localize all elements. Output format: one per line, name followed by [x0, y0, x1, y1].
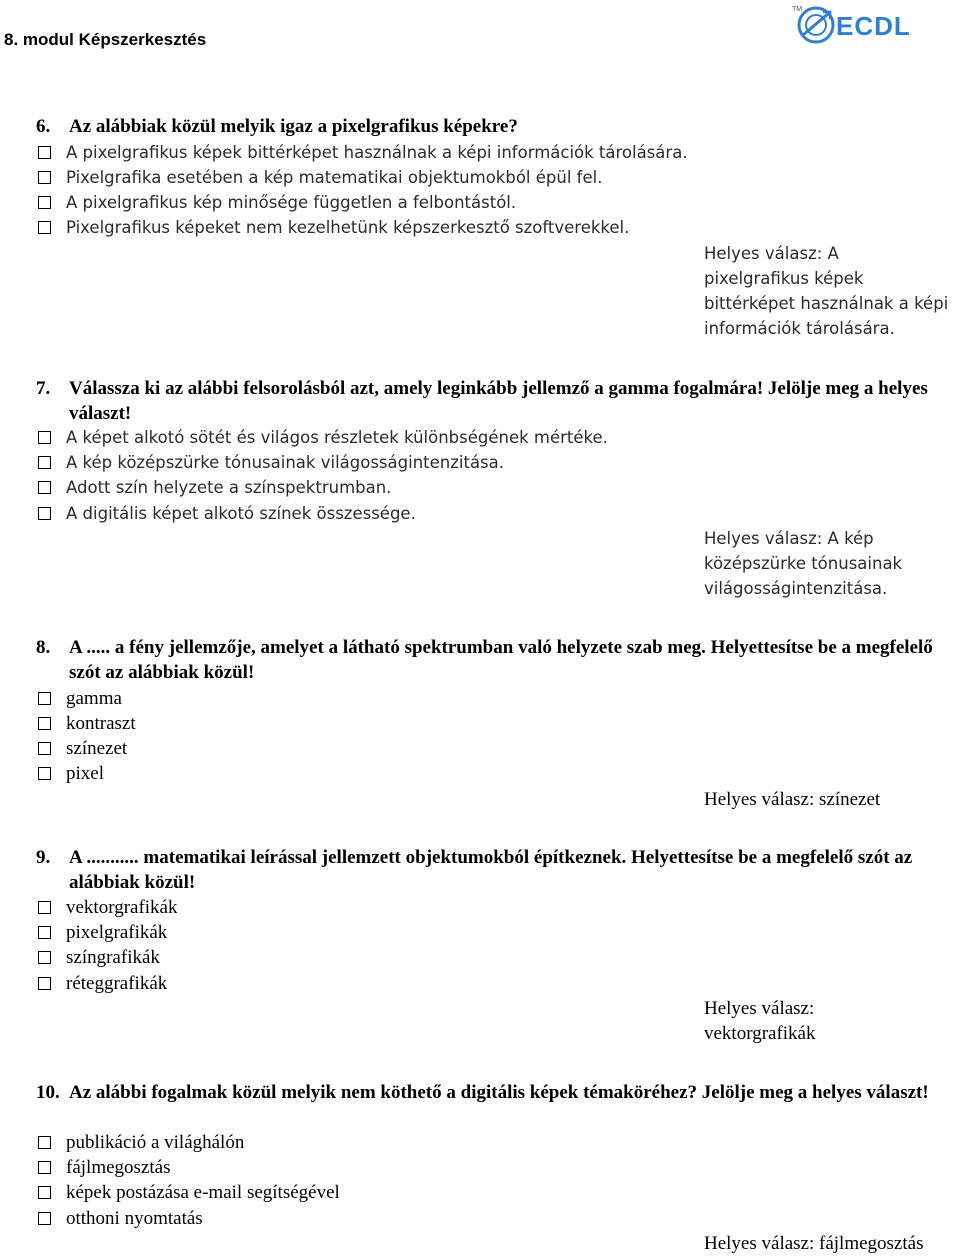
question-8 [36, 635, 946, 685]
option[interactable] [38, 475, 391, 500]
option-label: otthoni nyomtatás [66, 1208, 203, 1229]
option-label: A képet alkotó sötét és világos részletek különbségének mértéke. [66, 428, 608, 447]
option[interactable] [38, 425, 608, 450]
option-label: A kép középszürke tónusainak világosságintenzitása. [66, 453, 505, 472]
question-10 [36, 1080, 946, 1105]
option-label: fájlmegosztás [66, 1157, 171, 1178]
checkbox-icon[interactable] [38, 767, 51, 780]
checkbox-icon[interactable] [38, 926, 51, 939]
option-label: réteggrafikák [66, 973, 168, 994]
checkbox-icon[interactable] [38, 951, 51, 964]
checkbox-icon[interactable] [38, 507, 51, 520]
option[interactable] [38, 215, 629, 240]
option[interactable] [38, 450, 504, 475]
checkbox-icon[interactable] [38, 221, 51, 234]
checkbox-icon[interactable] [38, 1136, 51, 1149]
checkbox-icon[interactable] [38, 742, 51, 755]
question-number: 7. [36, 378, 51, 399]
option-label: Pixelgrafika esetében a kép matematikai objektumokból épül fel. [66, 168, 603, 187]
option-label: színgrafikák [66, 947, 160, 968]
answer [704, 526, 960, 601]
option-label: A pixelgrafikus kép minősége független a felbontástól. [66, 193, 517, 212]
answer [704, 996, 960, 1046]
ecdl-logo [790, 4, 960, 46]
question-number: 9. [36, 847, 51, 868]
option-label: képek postázása e-mail segítségével [66, 1182, 340, 1203]
checkbox-icon[interactable] [38, 692, 51, 705]
option[interactable] [38, 190, 516, 215]
option-label: publikáció a világhálón [66, 1132, 245, 1153]
option[interactable] [38, 501, 416, 526]
logo-trademark: TM [792, 6, 803, 13]
option[interactable] [38, 920, 167, 945]
checkbox-icon[interactable] [38, 1212, 51, 1225]
option[interactable] [38, 1155, 170, 1180]
option[interactable] [38, 1130, 244, 1155]
option[interactable] [38, 1180, 340, 1205]
option-label: színezet [66, 738, 128, 759]
question-number: 6. [36, 116, 51, 137]
option-label: pixel [66, 763, 104, 784]
answer [704, 787, 960, 812]
checkbox-icon[interactable] [38, 1161, 51, 1174]
checkbox-icon[interactable] [38, 977, 51, 990]
option-label: kontraszt [66, 713, 136, 734]
option-label: Adott szín helyzete a színspektrumban. [66, 478, 392, 497]
question-text: Az alábbiak közül melyik igaz a pixelgrafikus képekre? [69, 116, 518, 137]
checkbox-icon[interactable] [38, 196, 51, 209]
option[interactable] [38, 736, 127, 761]
checkbox-icon[interactable] [38, 146, 51, 159]
question-text: A ..... a fény jellemzője, amelyet a látható spektrumban való helyzete szab meg. Helyettesítse be a megfelelő szót az alábbiak közül! [69, 637, 933, 683]
option[interactable] [38, 945, 160, 970]
question-number: 8. [36, 637, 51, 658]
checkbox-icon[interactable] [38, 456, 51, 469]
answer-line: bittérképet használnak a képi [704, 294, 949, 313]
option-label: pixelgrafikák [66, 922, 168, 943]
checkbox-icon[interactable] [38, 431, 51, 444]
option[interactable] [38, 1206, 203, 1231]
option[interactable] [38, 895, 178, 920]
option[interactable] [38, 140, 688, 165]
question-6 [36, 114, 946, 139]
checkbox-icon[interactable] [38, 171, 51, 184]
answer-line: Helyes válasz: fájlmegosztás [704, 1233, 924, 1254]
module-title: 8. modul Képszerkesztés [4, 30, 207, 49]
option-label: gamma [66, 688, 122, 709]
answer-line: világosságintenzitása. [704, 579, 888, 598]
logo-text: ECDL [836, 11, 911, 41]
answer-line: információk tárolására. [704, 319, 895, 338]
checkbox-icon[interactable] [38, 1186, 51, 1199]
option[interactable] [38, 686, 122, 711]
option[interactable] [38, 165, 602, 190]
question-text: Válassza ki az alábbi felsorolásból azt, amely leginkább jellemző a gamma fogalmára! Jelölje meg a helyes választ! [69, 378, 928, 424]
answer-line: pixelgrafikus képek [704, 269, 864, 288]
question-text: A ........... matematikai leírással jellemzett objektumokból építkeznek. Helyettesítse be a megfelelő szót az alábbiak közül! [69, 847, 913, 893]
answer-line: Helyes válasz: A kép [704, 529, 874, 548]
answer-line: középszürke tónusainak [704, 554, 903, 573]
option[interactable] [38, 971, 167, 996]
answer [704, 1231, 960, 1256]
checkbox-icon[interactable] [38, 901, 51, 914]
option[interactable] [38, 761, 104, 786]
checkbox-icon[interactable] [38, 481, 51, 494]
answer-line: Helyes válasz: A [704, 244, 839, 263]
answer-line: vektorgrafikák [704, 1023, 816, 1044]
answer [704, 241, 960, 341]
question-7 [36, 376, 946, 426]
question-9 [36, 845, 946, 895]
option-label: A digitális képet alkotó színek összessége. [66, 504, 416, 523]
question-text: Az alábbi fogalmak közül melyik nem köthető a digitális képek témaköréhez? Jelölje meg a helyes választ! [69, 1082, 929, 1103]
question-number: 10. [36, 1082, 60, 1103]
checkbox-icon[interactable] [38, 717, 51, 730]
answer-line: Helyes válasz: színezet [704, 789, 881, 810]
option-label: A pixelgrafikus képek bittérképet használnak a képi információk tárolására. [66, 143, 688, 162]
option-label: vektorgrafikák [66, 897, 178, 918]
option-label: Pixelgrafikus képeket nem kezelhetünk képszerkesztő szoftverekkel. [66, 218, 630, 237]
answer-line: Helyes válasz: [704, 998, 815, 1019]
option[interactable] [38, 711, 136, 736]
